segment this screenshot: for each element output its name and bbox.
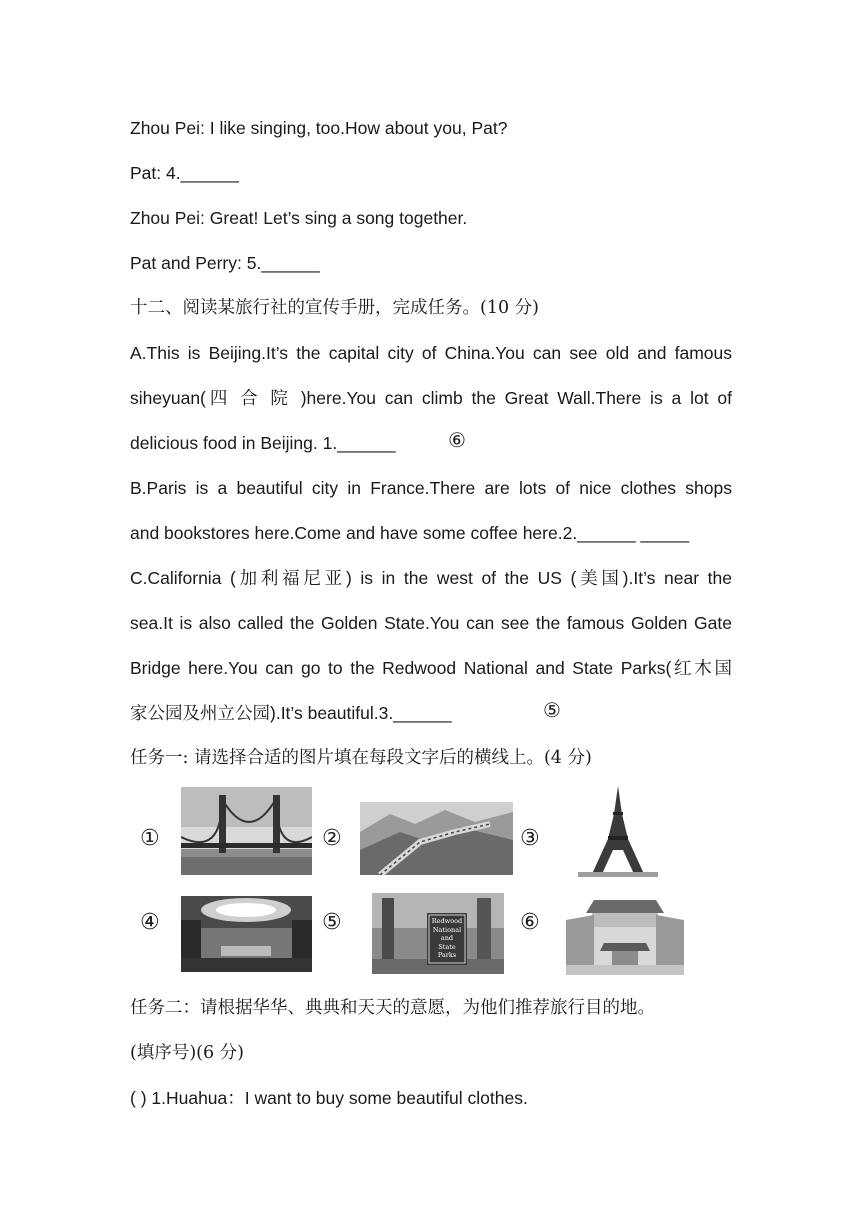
section-heading: 十二、阅读某旅行社的宣传手册，完成任务。(10 分) xyxy=(130,298,539,318)
answer-c: ⑤ xyxy=(543,698,561,722)
sign-line: Redwood xyxy=(431,917,463,925)
picture-label-4: ④ xyxy=(140,910,160,935)
task2-question-1: ( ) 1.Huahua：I want to buy some beautiful clothes. xyxy=(130,1088,528,1108)
passage-b-line-1: B.Paris is a beautiful city in France.There are lots of nice clothes shops xyxy=(130,478,732,498)
great-wall-image xyxy=(360,802,513,875)
sign-line: National xyxy=(432,925,462,934)
dialogue-line-4: Pat and Perry: 5.______ xyxy=(130,253,320,273)
task1-heading: 任务一: 请选择合适的图片填在每段文字后的横线上。(4 分) xyxy=(130,748,592,768)
sign-line: State xyxy=(438,942,456,951)
siheyuan-courtyard-image xyxy=(564,895,686,975)
passage-b-line-2: and bookstores here.Come and have some coffee here.2.______ _____ xyxy=(130,523,690,543)
answer-a: ⑥ xyxy=(448,428,466,452)
dialogue-line-1: Zhou Pei: I like singing, too.How about you, Pat? xyxy=(130,118,508,138)
passage-c-line-3: Bridge here.You can go to the Redwood National and State Parks(红木国 xyxy=(130,658,732,678)
golden-gate-bridge-image xyxy=(181,787,312,875)
dialogue-line-3: Zhou Pei: Great! Let’s sing a song together. xyxy=(130,208,468,228)
sign-line: and xyxy=(440,934,454,942)
task2-heading-2: (填序号)(6 分) xyxy=(130,1043,245,1063)
sign-line: Parks xyxy=(437,951,457,959)
picture-label-3: ③ xyxy=(520,826,540,851)
eiffel-tower-image xyxy=(578,784,658,877)
picture-label-1: ① xyxy=(140,826,160,851)
bookstore-interior-image xyxy=(181,896,312,972)
passage-a-line-1: A.This is Beijing.It’s the capital city of China.You can see old and famous xyxy=(130,343,732,363)
task2-heading: 任务二：请根据华华、典典和天天的意愿，为他们推荐旅行目的地。 xyxy=(130,998,655,1018)
park-sign-text xyxy=(429,917,465,960)
redwood-park-sign-image xyxy=(372,893,504,974)
passage-c-line-1: C.California (加利福尼亚) is in the west of the US (美国).It’s near the xyxy=(130,568,732,588)
passage-c-line-4: 家公园及州立公园).It’s beautiful.3.______ xyxy=(130,703,452,723)
passage-a-line-2: siheyuan(四 合 院 )here.You can climb the Great Wall.There is a lot of xyxy=(130,388,732,408)
passage-a-line-3: delicious food in Beijing. 1.______ xyxy=(130,433,396,453)
dialogue-line-2: Pat: 4.______ xyxy=(130,163,239,183)
picture-label-2: ② xyxy=(322,826,342,851)
picture-label-5: ⑤ xyxy=(322,910,342,935)
picture-label-6: ⑥ xyxy=(520,910,540,935)
passage-c-line-2: sea.It is also called the Golden State.You can see the famous Golden Gate xyxy=(130,613,732,633)
